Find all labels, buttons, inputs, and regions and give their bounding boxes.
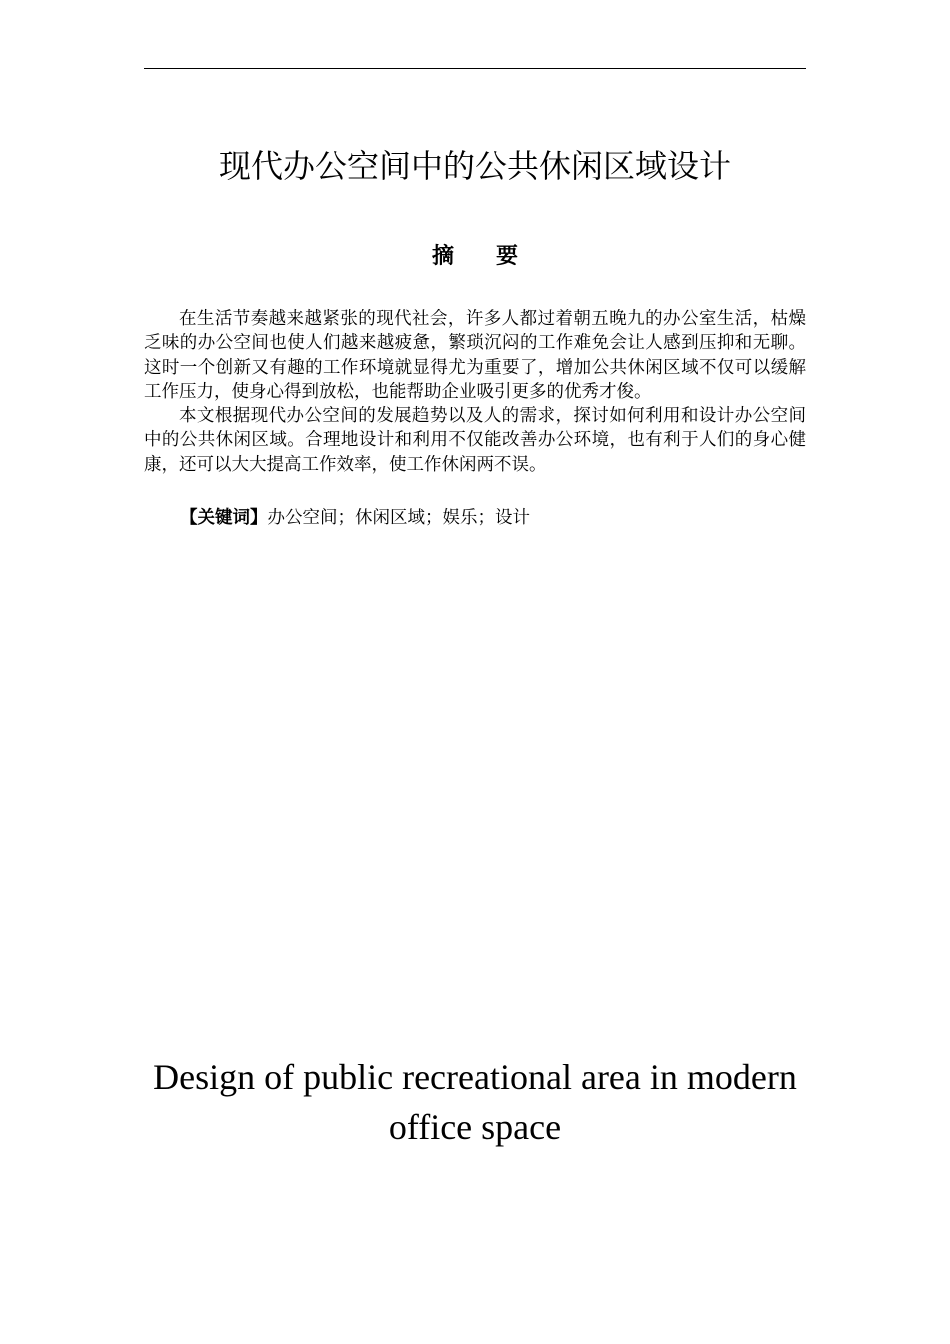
keywords-label: 【关键词】: [180, 508, 268, 528]
abstract-heading-char-1: 摘: [431, 244, 454, 269]
abstract-body: [144, 307, 806, 477]
keywords-value: 办公空间；休闲区域；娱乐；设计: [267, 508, 530, 528]
header-rule: [144, 68, 806, 69]
abstract-paragraph-1: 在生活节奏越来越紧张的现代社会，许多人都过着朝五晚九的办公室生活，枯燥乏味的办公空间也使人们越来越疲惫，繁琐沉闷的工作难免会让人感到压抑和无聊。这时一个创新又有趣的工作环境就显得尤为重要了，增加公共休闲区域不仅可以缓解工作压力，使身心得到放松，也能帮助企业吸引更多的优秀才俊。: [144, 309, 806, 402]
abstract-heading-char-2: 要: [496, 244, 519, 269]
abstract-heading: [144, 240, 806, 274]
chinese-title: 现代办公空间中的公共休闲区域设计: [218, 147, 731, 185]
english-title: Design of public recreational area in modern office space: [153, 1057, 797, 1147]
abstract-paragraph-2: 本文根据现代办公空间的发展趋势以及人的需求，探讨如何利用和设计办公空间中的公共休闲区域。合理地设计和利用不仅能改善办公环境，也有利于人们的身心健康，还可以大大提高工作效率，使工作休闲两不误。: [144, 406, 806, 475]
keywords-line: [180, 506, 806, 530]
